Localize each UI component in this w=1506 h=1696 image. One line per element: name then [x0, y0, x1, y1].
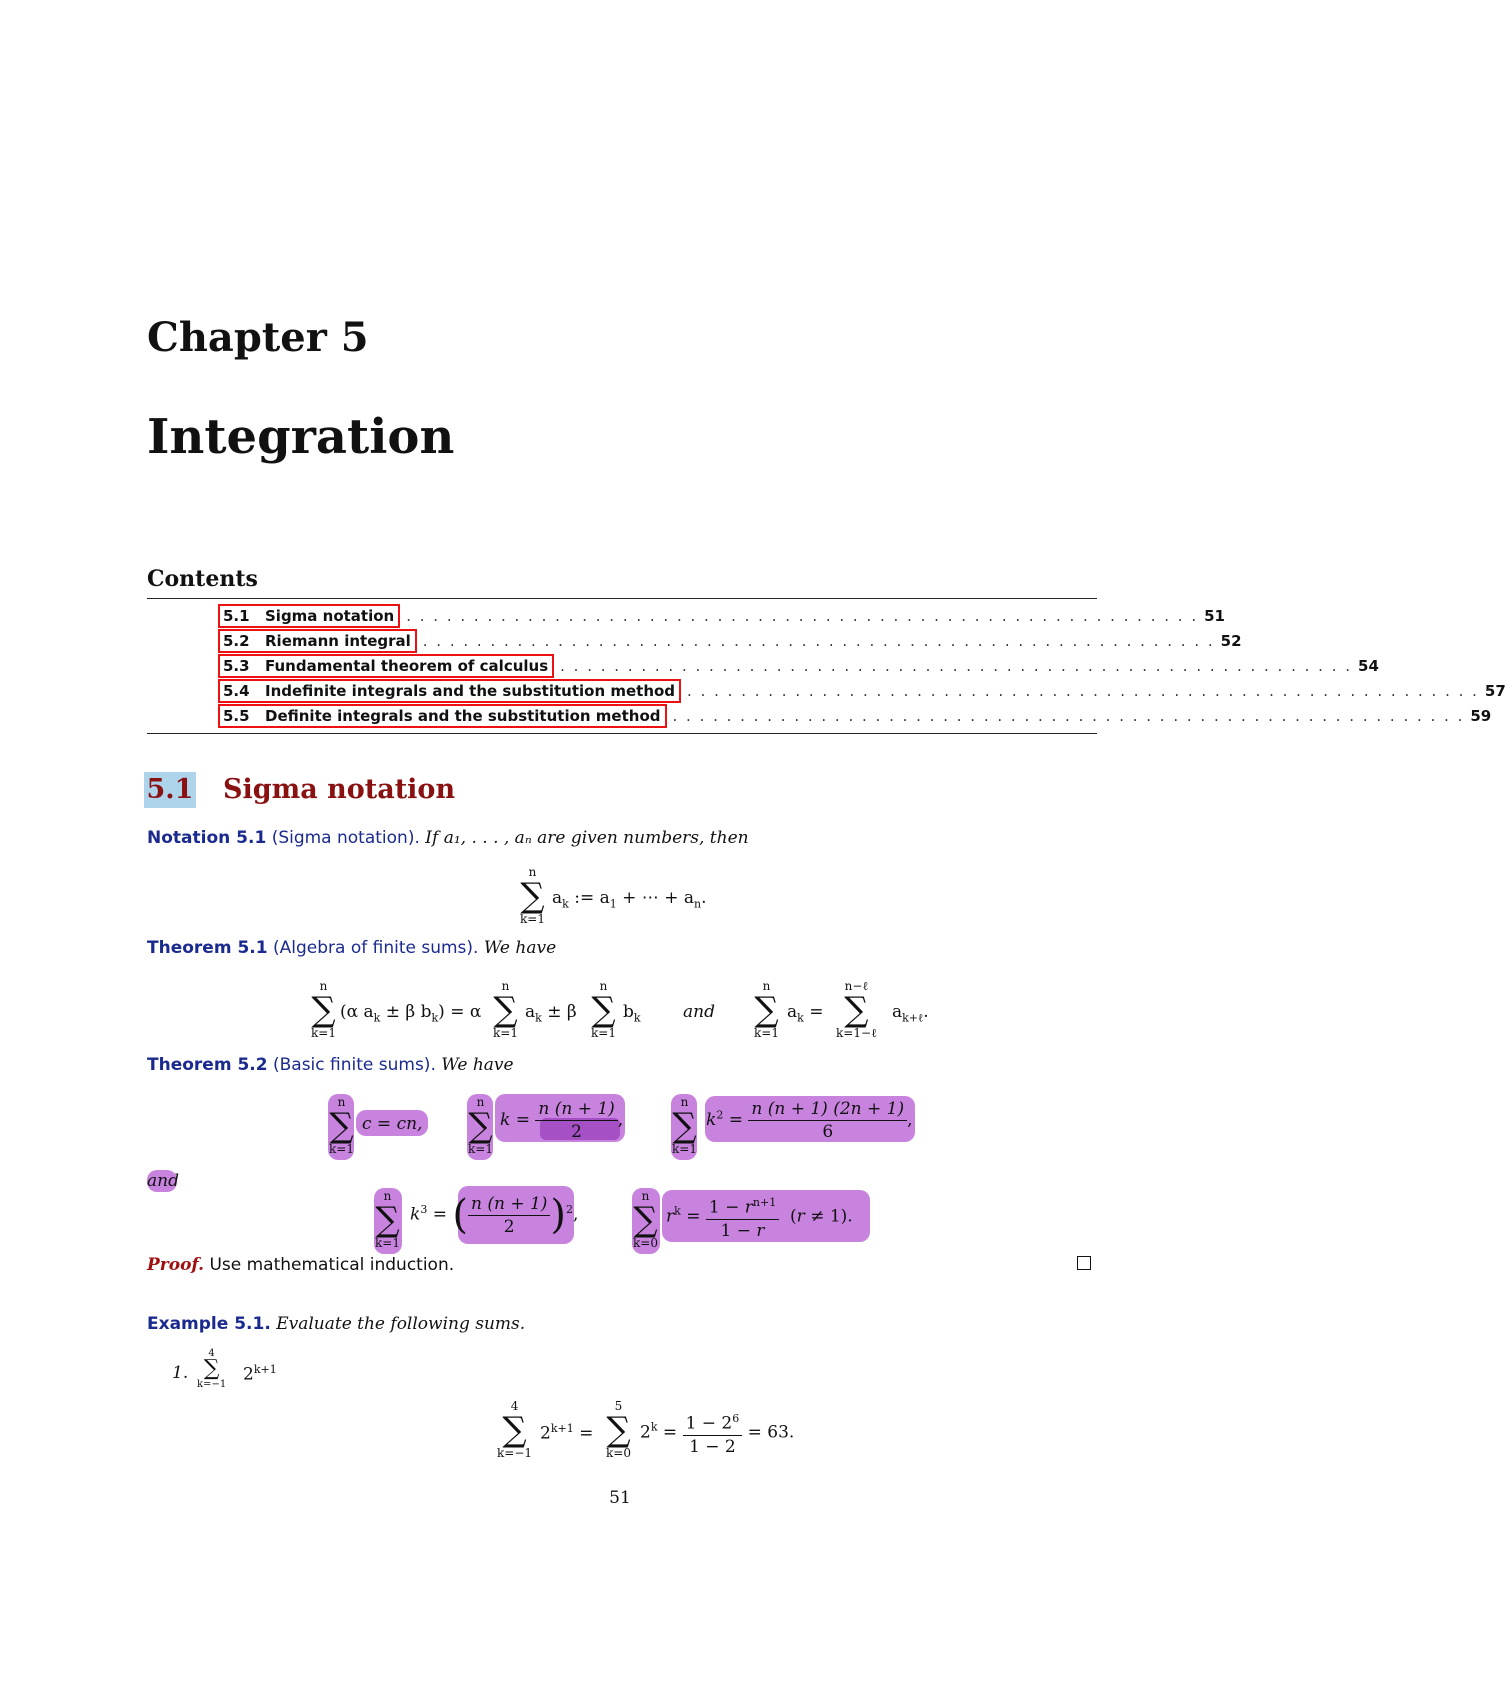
- toc-entry-link[interactable]: [218, 629, 417, 653]
- sum-symbol: n ∑ k=1: [311, 979, 336, 1040]
- sum-symbol: n ∑ k=1: [493, 979, 518, 1040]
- qed-square: [1077, 1256, 1091, 1270]
- toc-entry-link[interactable]: [218, 679, 681, 703]
- section-number: 5.1: [144, 772, 196, 808]
- toc-leader-dots: . . . . . . . . . . . . . . . . . . . . . . . . . . . . . . . . . . . . . . . . . . . . . . . . . . . . . . . . . . .: [422, 632, 1215, 650]
- sum-symbol: n ∑ k=1: [672, 1095, 697, 1156]
- toc-title: Fundamental theorem of calculus: [265, 657, 549, 675]
- sum-symbol: 4 ∑ k=−1: [197, 1348, 227, 1390]
- proof-label: Proof.: [147, 1255, 205, 1275]
- example-item-number: 1.: [172, 1363, 189, 1383]
- page-number: 51: [609, 1488, 631, 1508]
- toc-title: Riemann integral: [265, 632, 411, 650]
- toc-num: 5.4: [223, 682, 250, 700]
- theorem-5-2-name: (Basic finite sums).: [272, 1055, 436, 1075]
- toc-num: 5.1: [223, 607, 250, 625]
- section-title: Sigma notation: [223, 774, 456, 805]
- proof-text: Use mathematical induction.: [209, 1255, 455, 1275]
- proof-paragraph: [147, 1254, 454, 1276]
- toc-num: 5.2: [223, 632, 250, 650]
- chapter-title: Integration: [147, 409, 455, 465]
- sum-symbol: 4 ∑ k=−1: [497, 1399, 533, 1460]
- toc-entry-link[interactable]: [218, 604, 400, 628]
- toc-title: Definite integrals and the substitution method: [265, 707, 661, 725]
- example-label: Example 5.1.: [147, 1314, 271, 1334]
- toc-entry[interactable]: [218, 630, 1242, 652]
- sum-symbol: n ∑ k=1: [591, 979, 616, 1040]
- toc-leader-dots: . . . . . . . . . . . . . . . . . . . . . . . . . . . . . . . . . . . . . . . . . . . . . . . . . . . . . . . . . . .: [560, 657, 1353, 675]
- sum-symbol: n−ℓ ∑ k=1−ℓ: [836, 979, 877, 1040]
- notation-label: Notation 5.1: [147, 828, 267, 848]
- toc-page: 57: [1484, 682, 1506, 700]
- theorem-5-1-paragraph: [147, 937, 556, 959]
- toc-leader-dots: . . . . . . . . . . . . . . . . . . . . . . . . . . . . . . . . . . . . . . . . . . . . . . . . . . . . . . . . . . .: [406, 607, 1199, 625]
- theorem-5-2-paragraph: [147, 1054, 514, 1076]
- toc-leader-dots: . . . . . . . . . . . . . . . . . . . . . . . . . . . . . . . . . . . . . . . . . . . . . . . . . . . . . . . . . . .: [687, 682, 1479, 700]
- and-connector: and: [147, 1171, 179, 1191]
- sum-symbol: 5 ∑ k=0: [606, 1399, 631, 1460]
- theorem-5-1-text: We have: [483, 938, 557, 958]
- sum-symbol: n ∑ k=1: [520, 865, 545, 926]
- sum-symbol: n ∑ k=1: [468, 1095, 493, 1156]
- and-connector: and: [683, 1002, 715, 1022]
- notation-name: (Sigma notation).: [271, 828, 420, 848]
- sum-symbol: n ∑ k=1: [754, 979, 779, 1040]
- contents-heading: Contents: [147, 566, 258, 592]
- toc-title: Sigma notation: [265, 607, 395, 625]
- toc-num: 5.3: [223, 657, 250, 675]
- toc-entry-link[interactable]: [218, 654, 554, 678]
- toc-page: 52: [1220, 632, 1242, 650]
- toc-page: 54: [1358, 657, 1379, 675]
- toc-page: 51: [1204, 607, 1225, 625]
- sum-symbol: n ∑ k=0: [633, 1189, 658, 1250]
- contents-top-rule: [147, 598, 1097, 599]
- chapter-label: Chapter 5: [147, 314, 369, 361]
- notation-paragraph: [147, 827, 749, 849]
- theorem-5-1-name: (Algebra of finite sums).: [272, 938, 479, 958]
- sum-symbol: n ∑ k=1: [375, 1189, 400, 1250]
- toc-entry[interactable]: [218, 655, 1379, 677]
- theorem-5-2-label: Theorem 5.2: [147, 1055, 268, 1075]
- toc-leader-dots: . . . . . . . . . . . . . . . . . . . . . . . . . . . . . . . . . . . . . . . . . . . . . . . . . . . . . . . . . . .: [672, 707, 1465, 725]
- toc-num: 5.5: [223, 707, 250, 725]
- example-text: Evaluate the following sums.: [276, 1314, 526, 1334]
- toc-entry[interactable]: [218, 605, 1225, 627]
- theorem-5-1-label: Theorem 5.1: [147, 938, 268, 958]
- toc-page: 59: [1470, 707, 1492, 725]
- example-paragraph: [147, 1313, 525, 1335]
- toc-entry[interactable]: [218, 680, 1506, 702]
- toc-entry[interactable]: [218, 705, 1492, 727]
- theorem-5-2-text: We have: [441, 1055, 514, 1075]
- contents-bottom-rule: [147, 733, 1097, 734]
- toc-entry-link[interactable]: [218, 704, 667, 728]
- toc-title: Indefinite integrals and the substitution method: [265, 682, 676, 700]
- notation-text: If a₁, . . . , aₙ are given numbers, then: [425, 828, 749, 848]
- sum-symbol: n ∑ k=1: [329, 1095, 354, 1156]
